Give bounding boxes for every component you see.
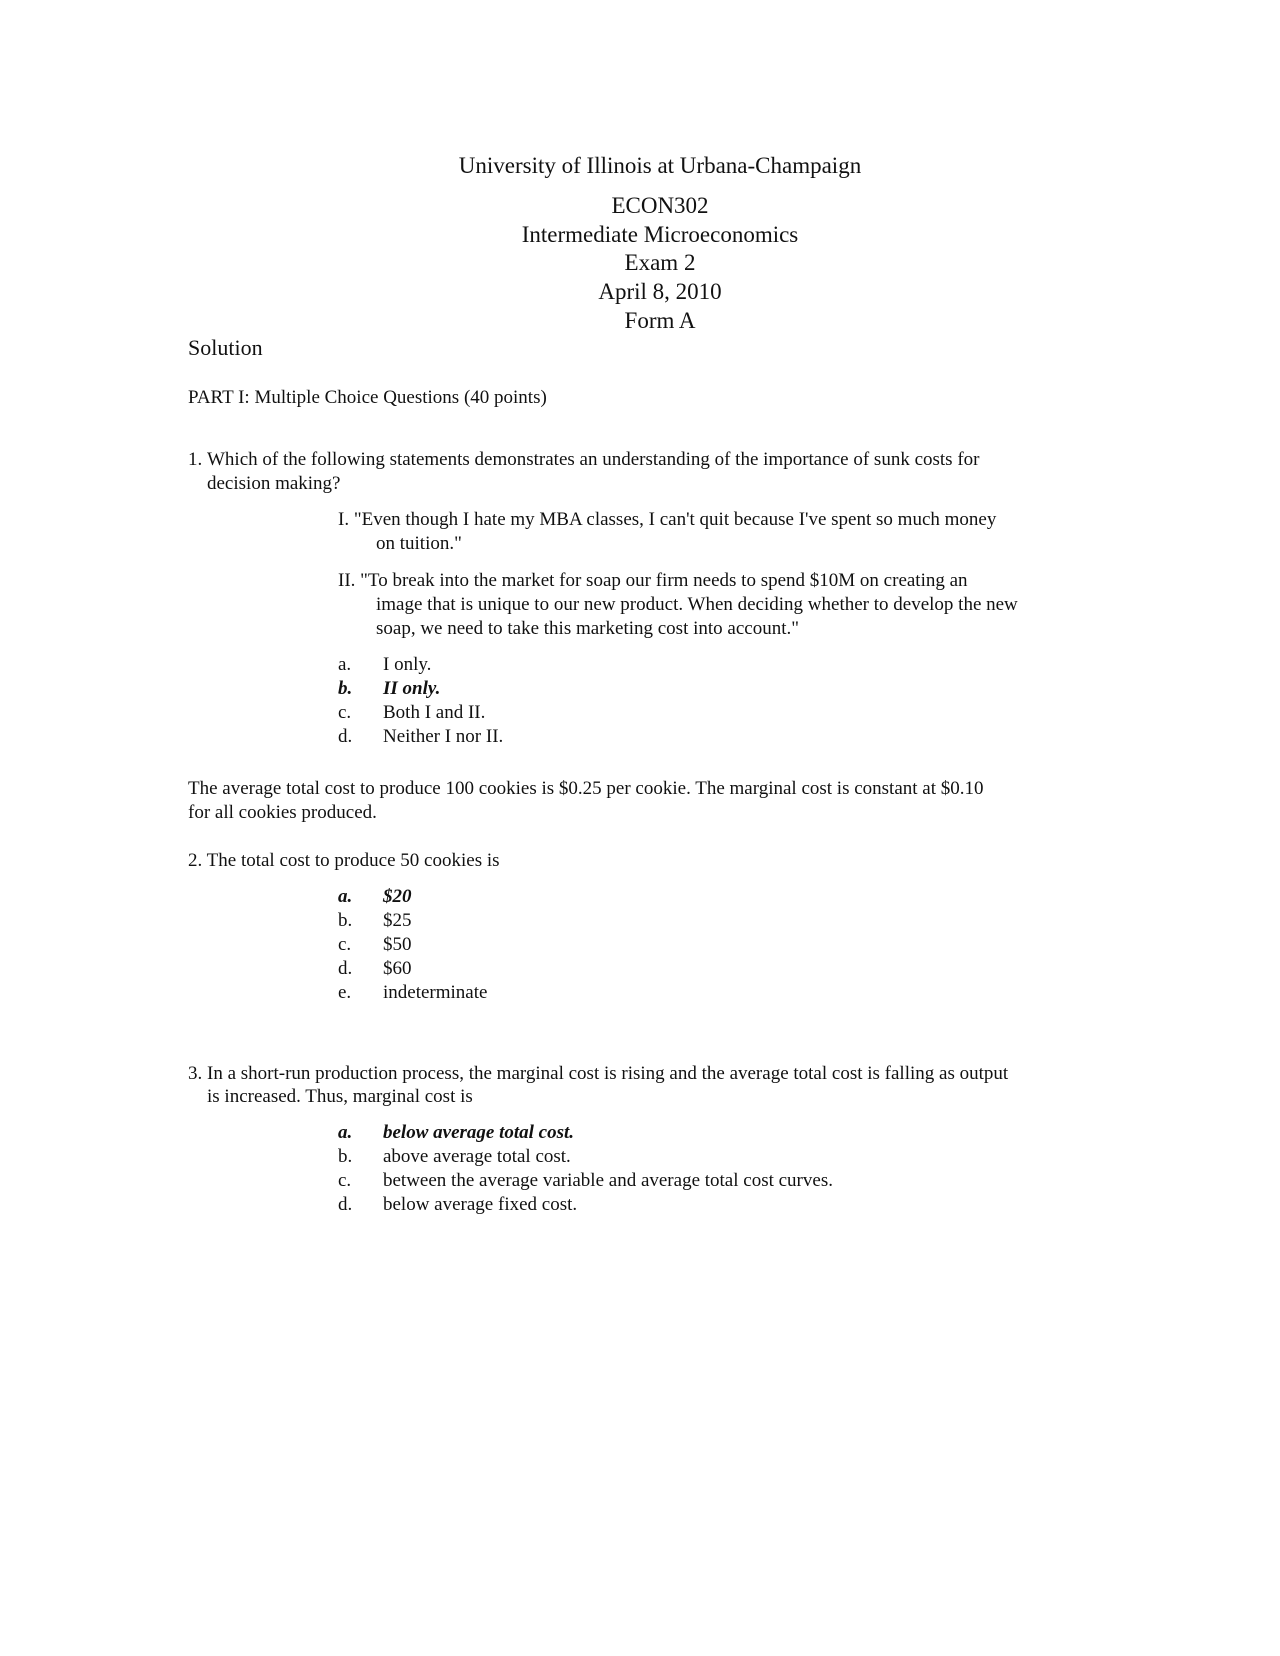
option-letter: a.: [338, 654, 352, 675]
exam-name: Exam 2: [624, 250, 696, 275]
option-letter: c.: [338, 702, 352, 723]
option-letter: c.: [338, 1170, 352, 1191]
question-text: Which of the following statements demonstrates an understanding of the importance of sunk costs for: [207, 449, 980, 470]
option-text: below average fixed cost.: [383, 1194, 578, 1215]
statement-ii: image that is unique to our new product. When deciding whether to develop the new: [376, 594, 1018, 615]
course-code: ECON302: [611, 193, 709, 218]
correct-option-letter: b.: [338, 678, 353, 699]
correct-option-text: II only.: [383, 678, 441, 699]
question-number: 1.: [188, 449, 203, 470]
course-title: Intermediate Microeconomics: [521, 222, 799, 247]
question-text: In a short-run production process, the marginal cost is rising and the average total cost is falling as output: [207, 1063, 1009, 1084]
option-text: $60: [383, 958, 412, 979]
question-text: decision making?: [207, 473, 341, 494]
option-letter: e.: [338, 982, 352, 1003]
correct-option-text: $20: [383, 886, 412, 907]
correct-option-letter: a.: [338, 886, 353, 907]
option-letter: b.: [338, 910, 353, 931]
option-letter: d.: [338, 1194, 353, 1215]
question-number: 3.: [188, 1063, 203, 1084]
question-text: is increased. Thus, marginal cost is: [207, 1086, 473, 1107]
part-heading: PART I: Multiple Choice Questions (40 points): [188, 387, 547, 408]
option-text: $25: [383, 910, 412, 931]
question-text: 2. The total cost to produce 50 cookies is: [188, 850, 500, 871]
context-paragraph: The average total cost to produce 100 cookies is $0.25 per cookie. The marginal cost is constant at $0.10: [188, 778, 984, 799]
statement-ii: II. "To break into the market for soap our firm needs to spend $10M on creating an: [338, 570, 968, 591]
option-text: indeterminate: [383, 982, 488, 1003]
option-text: Both I and II.: [383, 702, 486, 723]
option-text: above average total cost.: [383, 1146, 571, 1167]
exam-form: Form A: [624, 308, 696, 333]
option-letter: b.: [338, 1146, 353, 1167]
option-text: I only.: [383, 654, 432, 675]
statement-ii: soap, we need to take this marketing cost into account.": [376, 618, 800, 639]
option-text: Neither I nor II.: [383, 726, 504, 747]
statement-i: I. "Even though I hate my MBA classes, I can't quit because I've spent so much money: [338, 509, 997, 530]
context-paragraph: for all cookies produced.: [188, 802, 377, 823]
option-text: $50: [383, 934, 412, 955]
solution-label: Solution: [188, 335, 263, 360]
option-text: between the average variable and average total cost curves.: [383, 1170, 833, 1191]
correct-option-letter: a.: [338, 1122, 353, 1143]
option-letter: d.: [338, 726, 353, 747]
option-letter: c.: [338, 934, 352, 955]
correct-option-text: below average total cost.: [383, 1122, 575, 1143]
option-letter: d.: [338, 958, 353, 979]
university-name: University of Illinois at Urbana-Champaign: [458, 153, 862, 178]
statement-i: on tuition.": [376, 533, 462, 554]
exam-date: April 8, 2010: [598, 279, 722, 304]
